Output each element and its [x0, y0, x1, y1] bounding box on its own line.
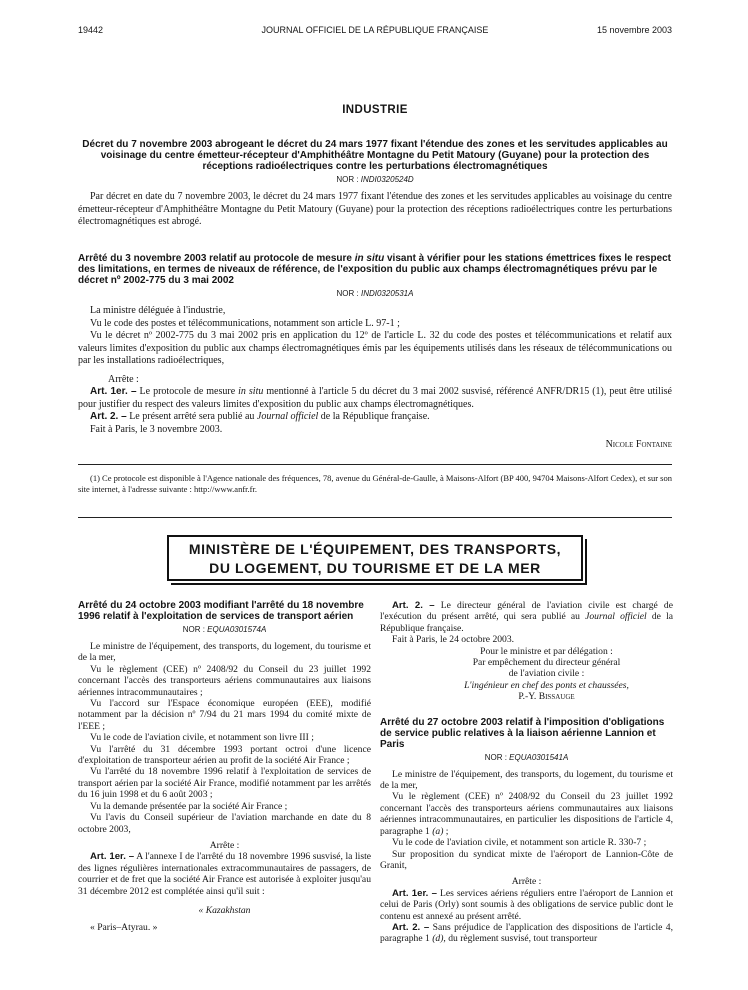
arrete-air-france-arrete: Arrête : [209, 839, 240, 851]
arrete-lannion-art2: Art. 2. – Sans préjudice de l'application des dispositions de l'article 4, paragraphe 1 (d), du règlement susvisé, tout transporteur [380, 921, 673, 945]
arrete-protocole-vu-code: Vu le code des postes et télécommunications, notamment son article L. 97-1 ; [90, 317, 400, 329]
arrete-protocole-minister: La ministre déléguée à l'industrie, [90, 305, 226, 316]
left-column [78, 600, 371, 934]
arrete-air-france-vu-5: Vu l'arrêté du 18 novembre 1996 relatif à l'exploitation de services de transport aérien par la société Air France, modifié notamment par les arrêtés du 16 juin 1998 et du 6 août 2003 ; [78, 766, 371, 801]
arrete-lannion-vu-1: Vu le règlement (CEE) nº 2408/92 du Conseil du 23 juillet 1992 concernant l'accès des transporteurs aériens communautaires aux liaisons aériennes intracommunautaires, en particulier les dispositions de l'article 4, paragraphe 1 (a) ; [380, 791, 673, 837]
arrete-protocole-title: Arrêté du 3 novembre 2003 relatif au protocole de mesure in situ visant à vérifier pour les stations émettrices fixes le respect des limitations, en termes de niveaux de référence, de l'exposition du public aux champs électromagnétiques prévu par le décret nº 2002-775 du 3 mai 2002 [78, 253, 672, 286]
ministry-line-1: MINISTÈRE DE L'ÉQUIPEMENT, DES TRANSPORTS, [188, 541, 562, 557]
arrete-lannion-minister: Le ministre de l'équipement, des transports, du logement, du tourisme et de la mer, [380, 768, 673, 792]
decret-nor: NOR : INDI0320524D [336, 175, 414, 184]
arrete-lannion-proposition: Sur proposition du syndicat mixte de l'aéroport de Lannion-Côte de Granit, [380, 848, 673, 871]
arrete-protocole-arrete: Arrête : [108, 373, 139, 385]
arrete-lannion-art1: Art. 1er. – Les services aériens réguliers entre l'aéroport de Lannion et celui de Paris (Orly) sont soumis à des obligations de service public dont le contenu est annexé au présent arrêté. [380, 887, 673, 922]
journal-title: JOURNAL OFFICIEL DE LA RÉPUBLIQUE FRANÇAISE [261, 25, 489, 35]
annex-country: « Kazakhstan [198, 904, 251, 916]
ministry-heading [167, 535, 583, 581]
arrete-protocole-signature: Nicole Fontaine [605, 439, 672, 450]
arrete-air-france-vu-7: Vu l'avis du Conseil supérieur de l'aviation marchande en date du 8 octobre 2003, [78, 812, 371, 835]
arrete-protocole-art1: Art. 1er. – Le protocole de mesure in situ mentionné à l'article 5 du décret du 3 mai 2002 susvisé, référencé ANFR/DR15 (1), peut être utilisé pour justifier du respect des valeurs limites d'exposition du public aux champs électromagnétiques. [78, 386, 672, 410]
arrete-protocole-vu-decret: Vu le décret nº 2002-775 du 3 mai 2002 pris en application du 12º de l'article L. 32 du code des postes et télécommunications et relatif aux valeurs limites d'exposition du public aux champs électromagnétiques émis par les équipements utilisés dans les réseaux de télécommunications ou par les installations radioélectriques, [78, 330, 672, 366]
arrete-lannion-arrete: Arrête : [511, 876, 542, 888]
signature-line-4: L'ingénieur en chef des ponts et chaussées, [464, 679, 629, 691]
issue-date: 15 novembre 2003 [596, 25, 672, 35]
arrete-lannion-title: Arrêté du 27 octobre 2003 relatif à l'imposition d'obligations de service public relatives à la liaison aérienne Lannion et Paris [380, 716, 665, 750]
arrete-air-france-title: Arrêté du 24 octobre 2003 modifiant l'arrêté du 18 novembre 1996 relatif à l'exploitation de services de transport aérien [78, 600, 364, 622]
page-header [78, 24, 672, 38]
arrete-air-france-nor: NOR : EQUA0301574A [182, 625, 267, 634]
arrete-air-france-minister: Le ministre de l'équipement, des transports, du logement, du tourisme et de la mer, [78, 641, 371, 664]
section-title: INDUSTRIE [342, 104, 408, 116]
arrete-air-france-art1: Art. 1er. – A l'annexe I de l'arrêté du 18 novembre 1996 susvisé, la liste des lignes régulières internationales extracommunautaires de passagers, de courrier et de fret que la société Air France est autorisée à exploiter jusqu'au 31 décembre 2012 est complétée ainsi qu'il suit : [78, 851, 371, 897]
section-divider [78, 517, 672, 518]
arrete-lannion-vu-2: Vu le code de l'aviation civile, et notamment son article R. 330-7 ; [392, 837, 647, 849]
signature-line-1: Pour le ministre et par délégation : [480, 645, 613, 657]
arrete-air-france-vu-3: Vu le code de l'aviation civile, et notamment son livre III ; [90, 732, 314, 744]
footnote-divider [78, 464, 672, 465]
arrete-protocole-art2: Art. 2. – Le présent arrêté sera publié au Journal officiel de la République française. [90, 411, 430, 422]
arrete-air-france-fait: Fait à Paris, le 24 octobre 2003. [392, 634, 515, 646]
arrete-air-france-art2: Art. 2. – Le directeur général de l'aviation civile est chargé de l'exécution du présent arrêté, qui sera publié au Journal officiel de la République française. [380, 600, 673, 634]
right-column [380, 600, 673, 945]
decret-body: Par décret en date du 7 novembre 2003, le décret du 24 mars 1977 fixant l'étendue des zones et les servitudes applicables au voisinage du centre émetteur-récepteur d'Amphithéâtre Montagne du Petit Matoury (Guyane) pour la protection des réceptions radioélectriques contre les perturbations électromagnétiques est abrogé. [78, 191, 672, 227]
signature-line-3: de l'aviation civile : [508, 668, 585, 680]
annex-route: « Paris–Atyrau. » [90, 922, 158, 934]
signature-name: P.-Y. Bissauge [518, 691, 575, 703]
arrete-protocole-block [78, 253, 672, 452]
footnote: (1) Ce protocole est disponible à l'Agence nationale des fréquences, 78, avenue du Général-de-Gaulle, à Maisons-Alfort (BP 400, 94704 Maisons-Alfort Cedex), et sur son site internet, à l'adresse suivante : http://www.anfr.fr. [78, 473, 672, 494]
arrete-air-france-vu-2: Vu l'accord sur l'Espace économique européen (EEE), modifié notamment par la décision nº 7/94 du 21 mars 1994 du comité mixte de l'EEE ; [78, 698, 371, 732]
ministry-line-2: DU LOGEMENT, DU TOURISME ET DE LA MER [209, 560, 541, 576]
decret-block [78, 139, 672, 229]
arrete-protocole-nor: NOR : INDI0320531A [336, 289, 414, 298]
arrete-protocole-fait: Fait à Paris, le 3 novembre 2003. [90, 423, 223, 435]
arrete-air-france-vu-6: Vu la demande présentée par la société Air France ; [90, 800, 288, 812]
page-number: 19442 [78, 25, 104, 35]
arrete-air-france-vu-1: Vu le règlement (CEE) nº 2408/92 du Conseil du 23 juillet 1992 concernant l'accès des transporteurs aériens communautaires aux liaisons aériennes intracommunautaires ; [78, 663, 371, 698]
arrete-air-france-vu-4: Vu l'arrêté du 31 décembre 1993 portant octroi d'une licence d'exploitation de transporteur aérien au profit de la société Air France ; [78, 743, 371, 767]
signature-line-2: Par empêchement du directeur général [472, 657, 621, 669]
arrete-lannion-nor: NOR : EQUA0301541A [484, 752, 569, 762]
decret-title: Décret du 7 novembre 2003 abrogeant le décret du 24 mars 1977 fixant l'étendue des zones et les servitudes applicables au voisinage du centre émetteur-récepteur d'Amphithéâtre Montagne du Petit Matoury (Guyane) pour la protection des réceptions radioélectriques contre les perturbations électromagnétiques [82, 139, 668, 172]
